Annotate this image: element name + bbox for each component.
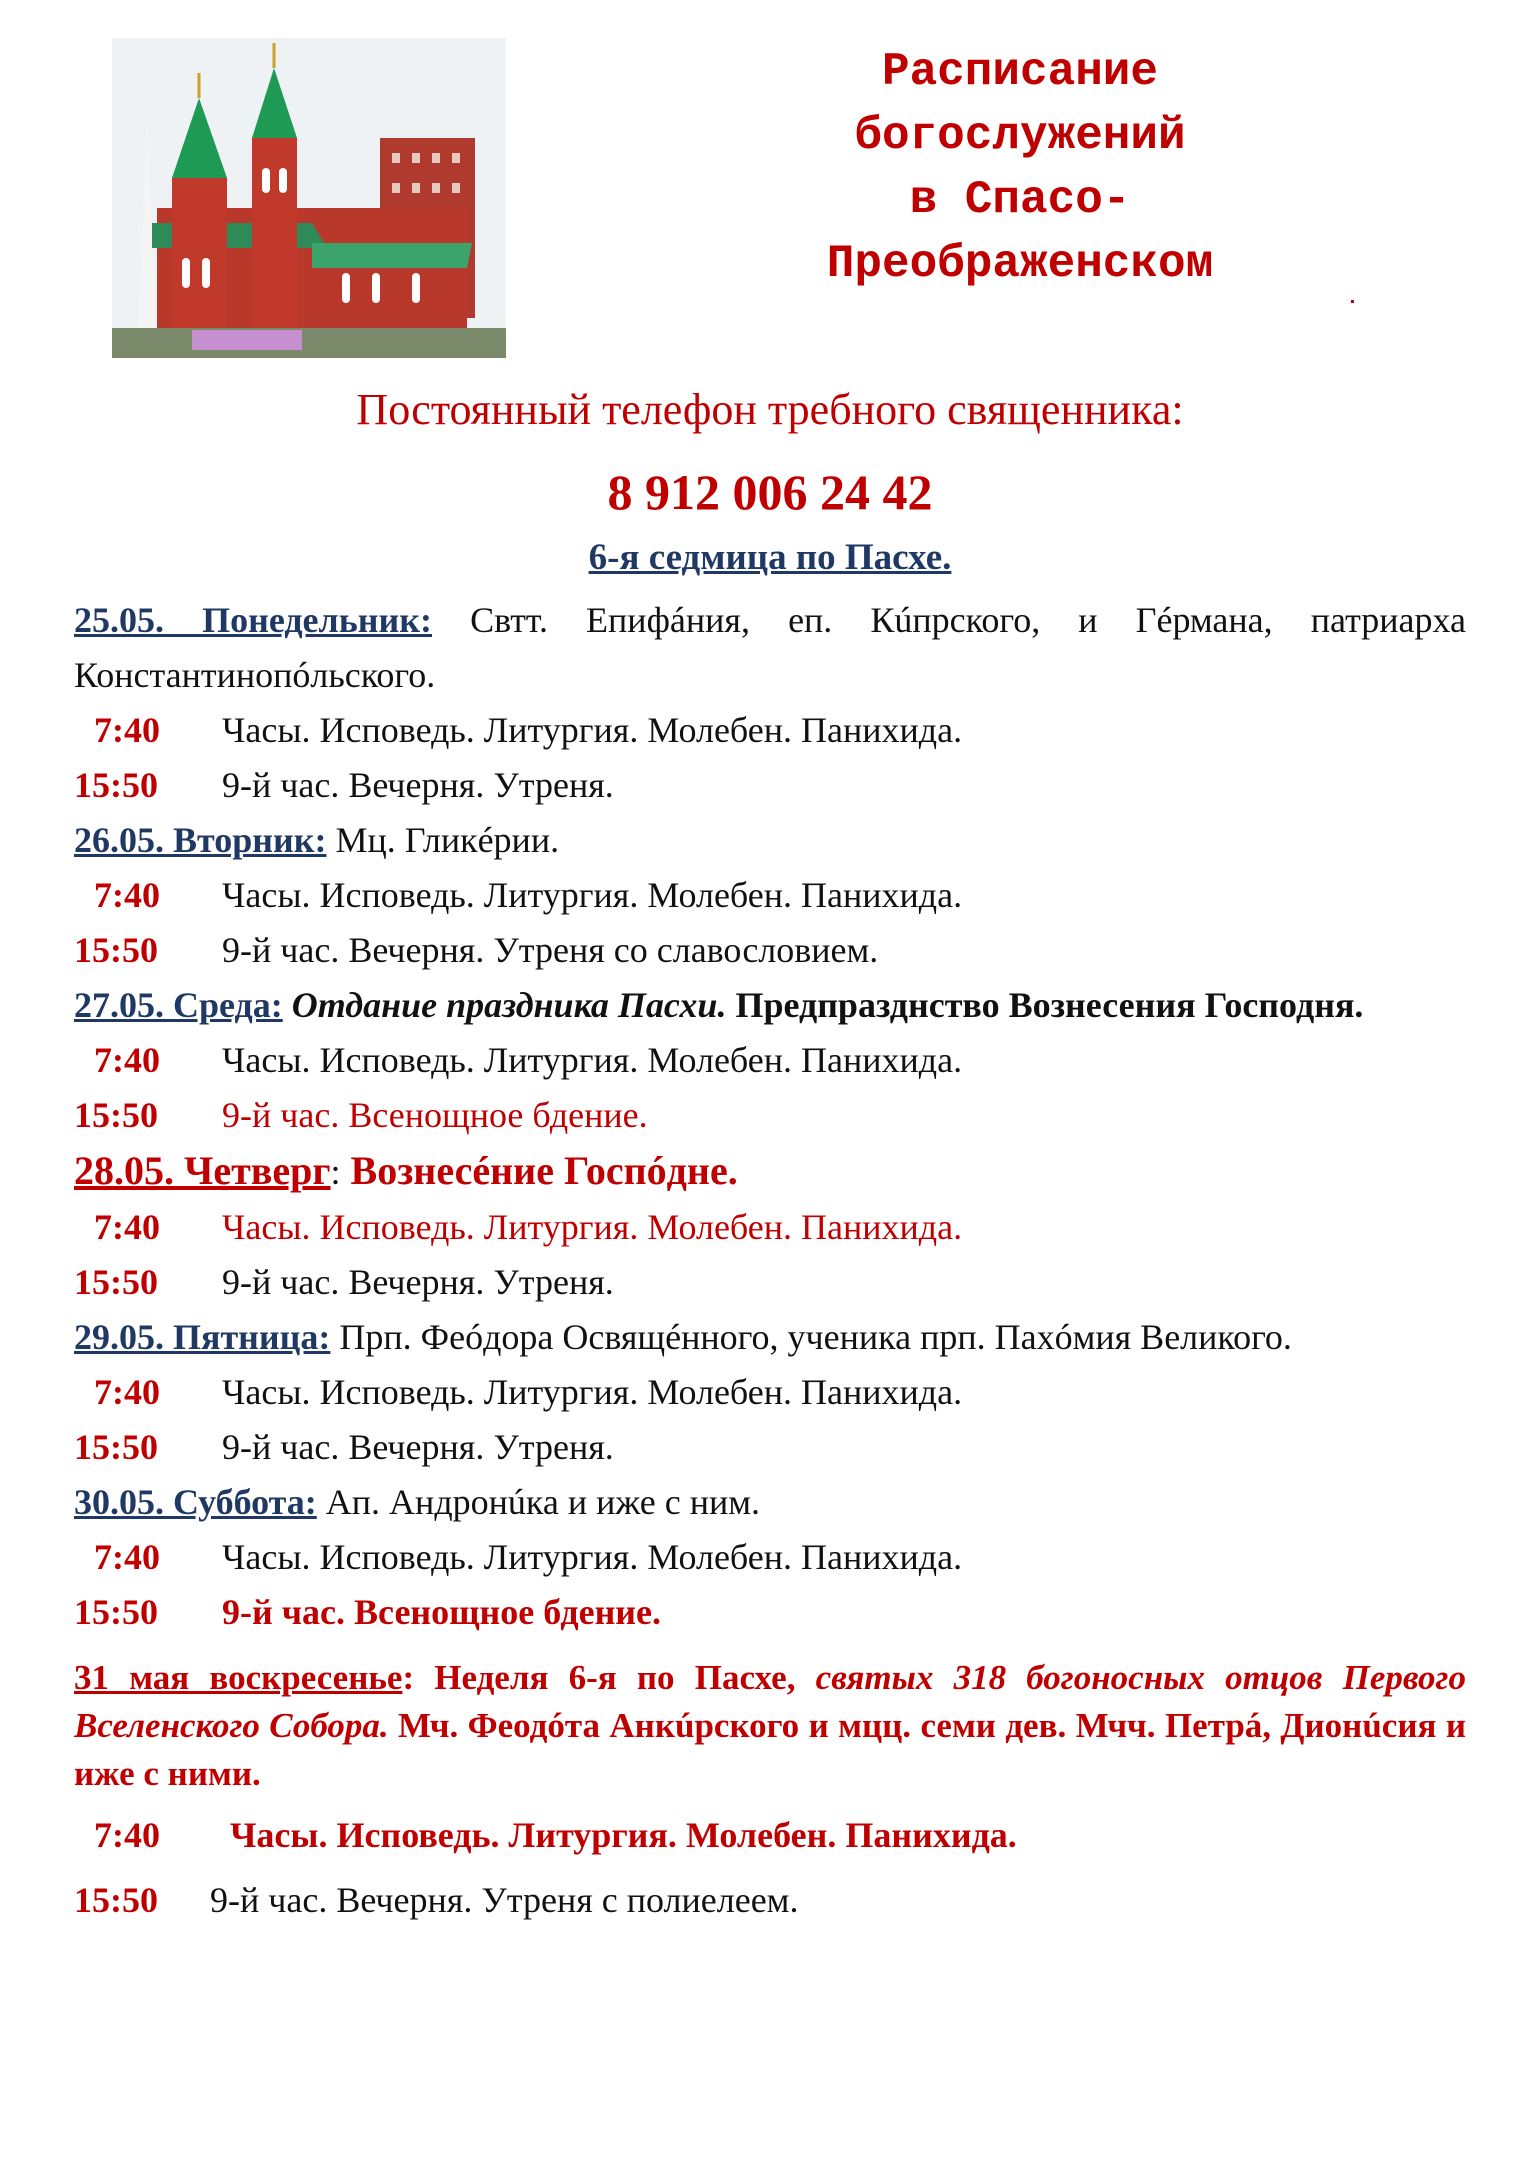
service-description: 9-й час. Вечерня. Утреня. — [222, 1427, 614, 1467]
service-time: 15:50 — [74, 765, 158, 805]
day-label: 30.05. Суббота: — [74, 1482, 317, 1522]
service-description: Часы. Исповедь. Литургия. Молебен. Панихида. — [222, 1537, 963, 1577]
service-description: Часы. Исповедь. Литургия. Молебен. Панихида. — [222, 875, 963, 915]
service-time: 7:40 — [94, 875, 160, 915]
day-label: 29.05. Пятница: — [74, 1317, 331, 1357]
service-row — [74, 758, 1466, 813]
day-heading — [74, 1143, 1466, 1200]
title-line: богослужений — [854, 110, 1186, 162]
day-commemoration: Отдание праздника Пасхи. — [282, 985, 727, 1025]
schedule-list — [74, 593, 1466, 1928]
service-time: 7:40 — [94, 1815, 160, 1855]
service-time: 15:50 — [74, 930, 158, 970]
service-time: 15:50 — [74, 1262, 158, 1302]
day-heading — [74, 978, 1466, 1033]
service-description: 9-й час. Вечерня. Утреня. — [222, 1262, 614, 1302]
service-time: 7:40 — [94, 710, 160, 750]
service-description: Часы. Исповедь. Литургия. Молебен. Панихида. — [222, 1040, 963, 1080]
service-row — [74, 1088, 1466, 1143]
service-description: 9-й час. Всенощное бдение. — [222, 1592, 662, 1632]
day-label: 27.05. Среда: — [74, 985, 283, 1025]
day-commemoration: Прп. Феóдора Освящéнного, ученика прп. Пахóмия Великого. — [330, 1317, 1292, 1357]
church-photo — [112, 38, 506, 358]
phone-label: Постоянный телефон требного священника: — [356, 385, 1184, 434]
day-block — [74, 1310, 1466, 1475]
service-row — [74, 703, 1466, 758]
service-time: 7:40 — [94, 1040, 160, 1080]
service-description: 9-й час. Вечерня. Утреня с полиелеем. — [210, 1880, 799, 1920]
service-description: 9-й час. Вечерня. Утреня со славословием. — [222, 930, 879, 970]
service-description: Часы. Исповедь. Литургия. Молебен. Панихида. — [230, 1815, 1017, 1855]
day-label: 26.05. Вторник: — [74, 820, 327, 860]
service-time: 7:40 — [94, 1372, 160, 1412]
day-block — [74, 1143, 1466, 1310]
day-commemoration: Предпразднство Вознесения Господня. — [726, 985, 1364, 1025]
decorative-dot — [1351, 300, 1354, 303]
day-heading — [74, 1310, 1466, 1365]
day-commemoration: Вознесéние Госпóдне. — [340, 1148, 738, 1193]
service-row — [74, 1200, 1466, 1255]
day-commemoration: : — [330, 1152, 341, 1192]
service-time: 7:40 — [94, 1537, 160, 1577]
day-block — [74, 813, 1466, 978]
page-title — [740, 40, 1300, 296]
day-commemoration: Свтт. Епифáния, еп. Кúпрского, и Гéрмана, патриарха Константинопóльского. — [74, 600, 1466, 695]
title-line: Расписание — [881, 46, 1159, 98]
service-time: 15:50 — [74, 1427, 158, 1467]
sunday-block — [74, 1654, 1466, 1928]
title-line: в Спасо- — [909, 174, 1131, 226]
phone-number: 8 912 006 24 42 — [607, 464, 933, 520]
service-description: Часы. Исповедь. Литургия. Молебен. Панихида. — [222, 1372, 963, 1412]
title-line: Преображенском — [826, 238, 1214, 290]
day-heading — [74, 1475, 1466, 1530]
service-time: 7:40 — [94, 1207, 160, 1247]
day-commemoration: святых 318 богоносных отцов Первого Вселенского Собора. — [74, 1658, 1466, 1745]
service-row — [74, 1033, 1466, 1088]
service-row — [74, 1255, 1466, 1310]
service-description: Часы. Исповедь. Литургия. Молебен. Панихида. — [222, 1207, 963, 1247]
service-row — [74, 1530, 1466, 1585]
day-label: 25.05. Понедельник: — [74, 600, 432, 640]
service-time: 15:50 — [74, 1095, 158, 1135]
service-description: 9-й час. Вечерня. Утреня. — [222, 765, 614, 805]
day-heading — [74, 813, 1466, 868]
day-label: 31 мая воскресенье — [74, 1658, 403, 1697]
day-commemoration: Мц. Гликéрии. — [326, 820, 560, 860]
service-time: 15:50 — [74, 1880, 158, 1920]
week-heading: 6-я седмица по Пасхе. — [588, 537, 952, 578]
service-description: 9-й час. Всенощное бдение. — [222, 1095, 648, 1135]
service-description: Часы. Исповедь. Литургия. Молебен. Панихида. — [222, 710, 963, 750]
day-block — [74, 593, 1466, 813]
day-label: 28.05. Четверг — [74, 1148, 331, 1193]
day-heading — [74, 1654, 1466, 1798]
service-row — [74, 1365, 1466, 1420]
day-block — [74, 978, 1466, 1143]
service-row — [74, 1808, 1466, 1863]
service-row — [74, 1420, 1466, 1475]
day-heading — [74, 593, 1466, 703]
day-commemoration: Мч. Феодóта Анкúрского и мцц. семи дев. Мчч. Петрá, Дионúсия и иже с ними. — [74, 1706, 1466, 1793]
service-row — [74, 923, 1466, 978]
service-row — [74, 1585, 1466, 1640]
day-commemoration: : Неделя 6-я по Пасхе, — [402, 1658, 816, 1697]
day-block — [74, 1475, 1466, 1640]
service-row — [74, 868, 1466, 923]
service-time: 15:50 — [74, 1592, 158, 1632]
service-row — [74, 1873, 1466, 1928]
day-commemoration: Ап. Андронúка и иже с ним. — [316, 1482, 761, 1522]
